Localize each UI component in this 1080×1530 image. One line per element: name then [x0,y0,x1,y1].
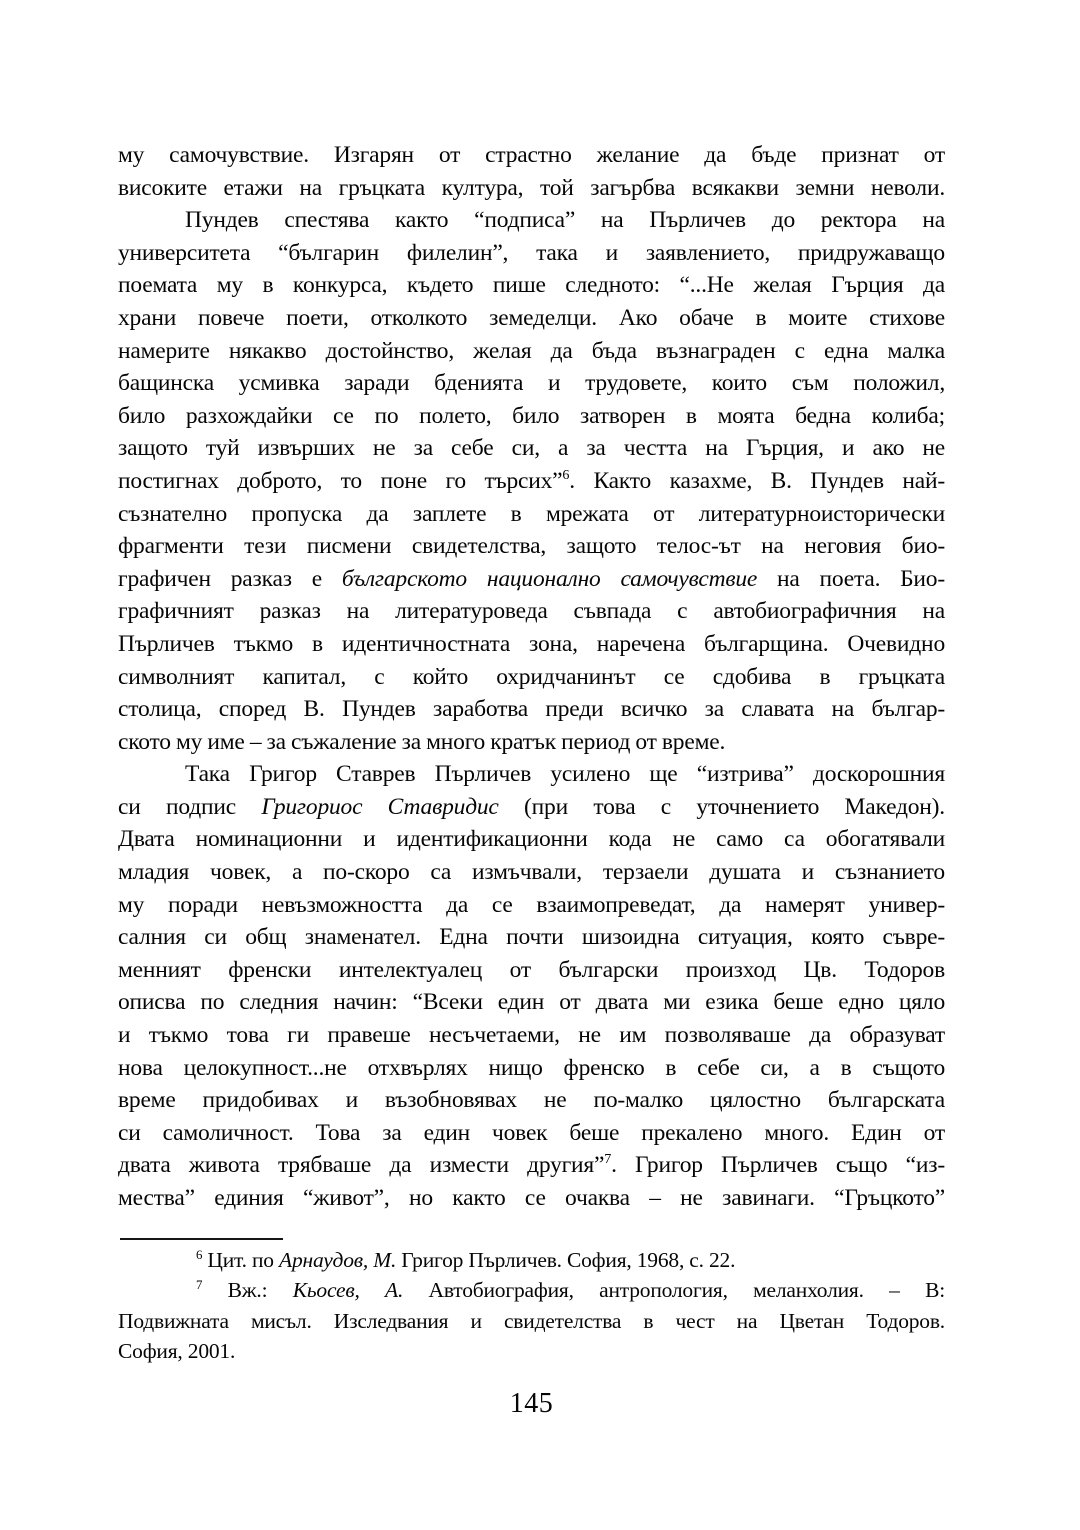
text-segment: Григор Пърличев. София, 1968, с. 22. [396,1247,736,1272]
text-segment: ското му име – за съжаление за много кратък период от време. [118,728,726,755]
text-segment: време придобивах и възобновявах не по-малко цялостно българската [118,1087,945,1114]
italic-text: Кьосев, А. [292,1278,404,1303]
footnote-line [118,1275,945,1306]
body-text-line [118,628,945,661]
text-segment: на поета. Био- [757,565,945,592]
text-segment: Така Григор Ставрев Пърличев усилено ще “изтрива” доскорошния [185,761,945,788]
text-segment: Подвижната мисъл. Изследвания и свидетелства в чест на Цветан Тодоров. [118,1308,945,1333]
text-segment: салния си общ знаменател. Една почти шизоидна ситуация, която съвре- [118,924,945,951]
footnote-reference: 6 [562,467,570,484]
text-segment: младия човек, а по-скоро са измъчвали, терзаели душата и съзнанието [118,859,945,886]
text-segment: фрагменти тези писмени свидетелства, защото телос-ът на неговия био- [118,533,945,560]
text-segment: и тъкмо това ги правеше несъчетаеми, не им позволяваше да образуват [118,1022,945,1049]
body-text-line [118,595,945,628]
text-segment: (при това с уточнението Македон). [498,793,945,820]
body-text-line [118,889,945,922]
text-segment: храни повече поети, отколкото земеделци. Ако обаче в моите стихове [118,304,945,331]
page-number: 145 [509,1387,554,1419]
text-segment: защото туй извърших не за себе си, а за честта на Гърция, и ако не [118,435,945,462]
body-text-line [118,921,945,954]
text-segment: си самоличност. Това за един човек беше прекалено много. Един от [118,1119,945,1146]
body-text-line [118,758,945,791]
text-segment: Двата номинационни и идентификационни кода не само са обогатявали [118,826,945,853]
text-segment: бащинска усмивка заради бденията и трудовете, които съм положил, [118,370,945,397]
body-text-line [118,237,945,270]
footnote-line [118,1336,945,1367]
text-segment: двата живота трябваше да измести другия” [118,1152,605,1179]
text-segment: столица, според В. Пундев заработва преди всичко за славата на българ- [118,696,945,723]
body-text-line [118,1149,945,1182]
body-text-line [118,139,945,172]
text-segment: нова целокупност...не отхвърлях нищо френско в себе си, а в същото [118,1054,945,1081]
body-text-line [118,563,945,596]
text-segment: съзнателно пропуска да заплете в мрежата от литературноисторически [118,500,945,527]
italic-text: Григориос Ставридис [261,793,499,820]
text-segment: Автобиография, антропология, меланхолия. – В: [403,1278,945,1303]
footnote-line [118,1245,945,1276]
body-text-line [118,335,945,368]
text-segment: . Както казахме, В. Пундев най- [569,467,945,494]
text-segment: символният капитал, с който охридчанинът се сдобива в гръцката [118,663,945,690]
body-text-line [118,1182,945,1215]
body-text-line [118,172,945,205]
body-text-line [118,791,945,824]
body-text-line [118,726,945,759]
text-segment: намерите някакво достойнство, желая да бъда възнаграден с една малка [118,337,945,364]
body-text [118,139,945,1215]
text-segment: мества” единия “живот”, но както се очаква – не завинаги. “Гръцкото” [118,1185,945,1211]
footnote-reference: 7 [196,1277,203,1292]
footnote-separator [120,1238,283,1240]
body-text-line [118,954,945,987]
text-segment: високите етажи на гръцката култура, той загърбва всякакви земни неволи. [118,174,945,201]
body-text-line [118,302,945,335]
footnote-reference: 6 [196,1247,203,1262]
text-segment: Пърличев тъкмо в идентичностната зона, наречена българщина. Очевидно [118,630,945,657]
body-text-line [118,1052,945,1085]
text-segment: Пундев спестява както “подписа” на Пърличев до ректора на [185,207,945,234]
body-text-line [118,498,945,531]
footnote-line [118,1306,945,1337]
body-text-line [118,1019,945,1052]
footnote-reference: 7 [604,1151,612,1168]
text-segment: описва по следния начин: “Всеки един от двата ми езика беше едно цяло [118,989,945,1016]
body-text-line [118,269,945,302]
body-text-line [118,204,945,237]
text-segment: си подпис [118,793,262,820]
text-segment: графичният разказ на литературоведа съвпада с автобиографичния на [118,598,945,625]
body-text-line [118,986,945,1019]
body-text-line [118,465,945,498]
body-text-line [118,693,945,726]
body-text-line [118,432,945,465]
body-text-line [118,367,945,400]
text-segment: Цит. по [202,1247,280,1272]
italic-text: българското национално самочувствие [341,565,758,592]
footnotes [118,1245,945,1367]
text-segment: София, 2001. [118,1339,236,1364]
text-segment: поемата му в конкурса, където пише следното: “...Не желая Гърция да [118,272,945,299]
body-text-line [118,823,945,856]
body-text-line [118,1117,945,1150]
body-text-line [118,530,945,563]
text-segment: менният френски интелектуалец от български произход Цв. Тодоров [118,956,945,983]
text-segment: . Григор Пърличев също “из- [611,1152,945,1179]
body-text-line [118,1084,945,1117]
body-text-line [118,856,945,889]
text-segment: постигнах доброто, то поне го търсих” [118,467,563,494]
text-block [118,139,945,1420]
text-segment: графичен разказ е [118,565,342,592]
body-text-line [118,661,945,694]
text-segment: университета “българин филелин”, така и заявлението, придружаващо [118,239,945,266]
text-segment: Вж.: [202,1278,293,1303]
italic-text: Арнаудов, М. [279,1247,397,1272]
text-segment: му самочувствие. Изгарян от страстно желание да бъде признат от [118,142,945,168]
body-text-line [118,400,945,433]
text-segment: било разхождайки се по полето, било затворен в моята бедна колиба; [118,402,945,429]
text-segment: му поради невъзможността да се взаимопреведат, да намерят универ- [118,891,945,918]
